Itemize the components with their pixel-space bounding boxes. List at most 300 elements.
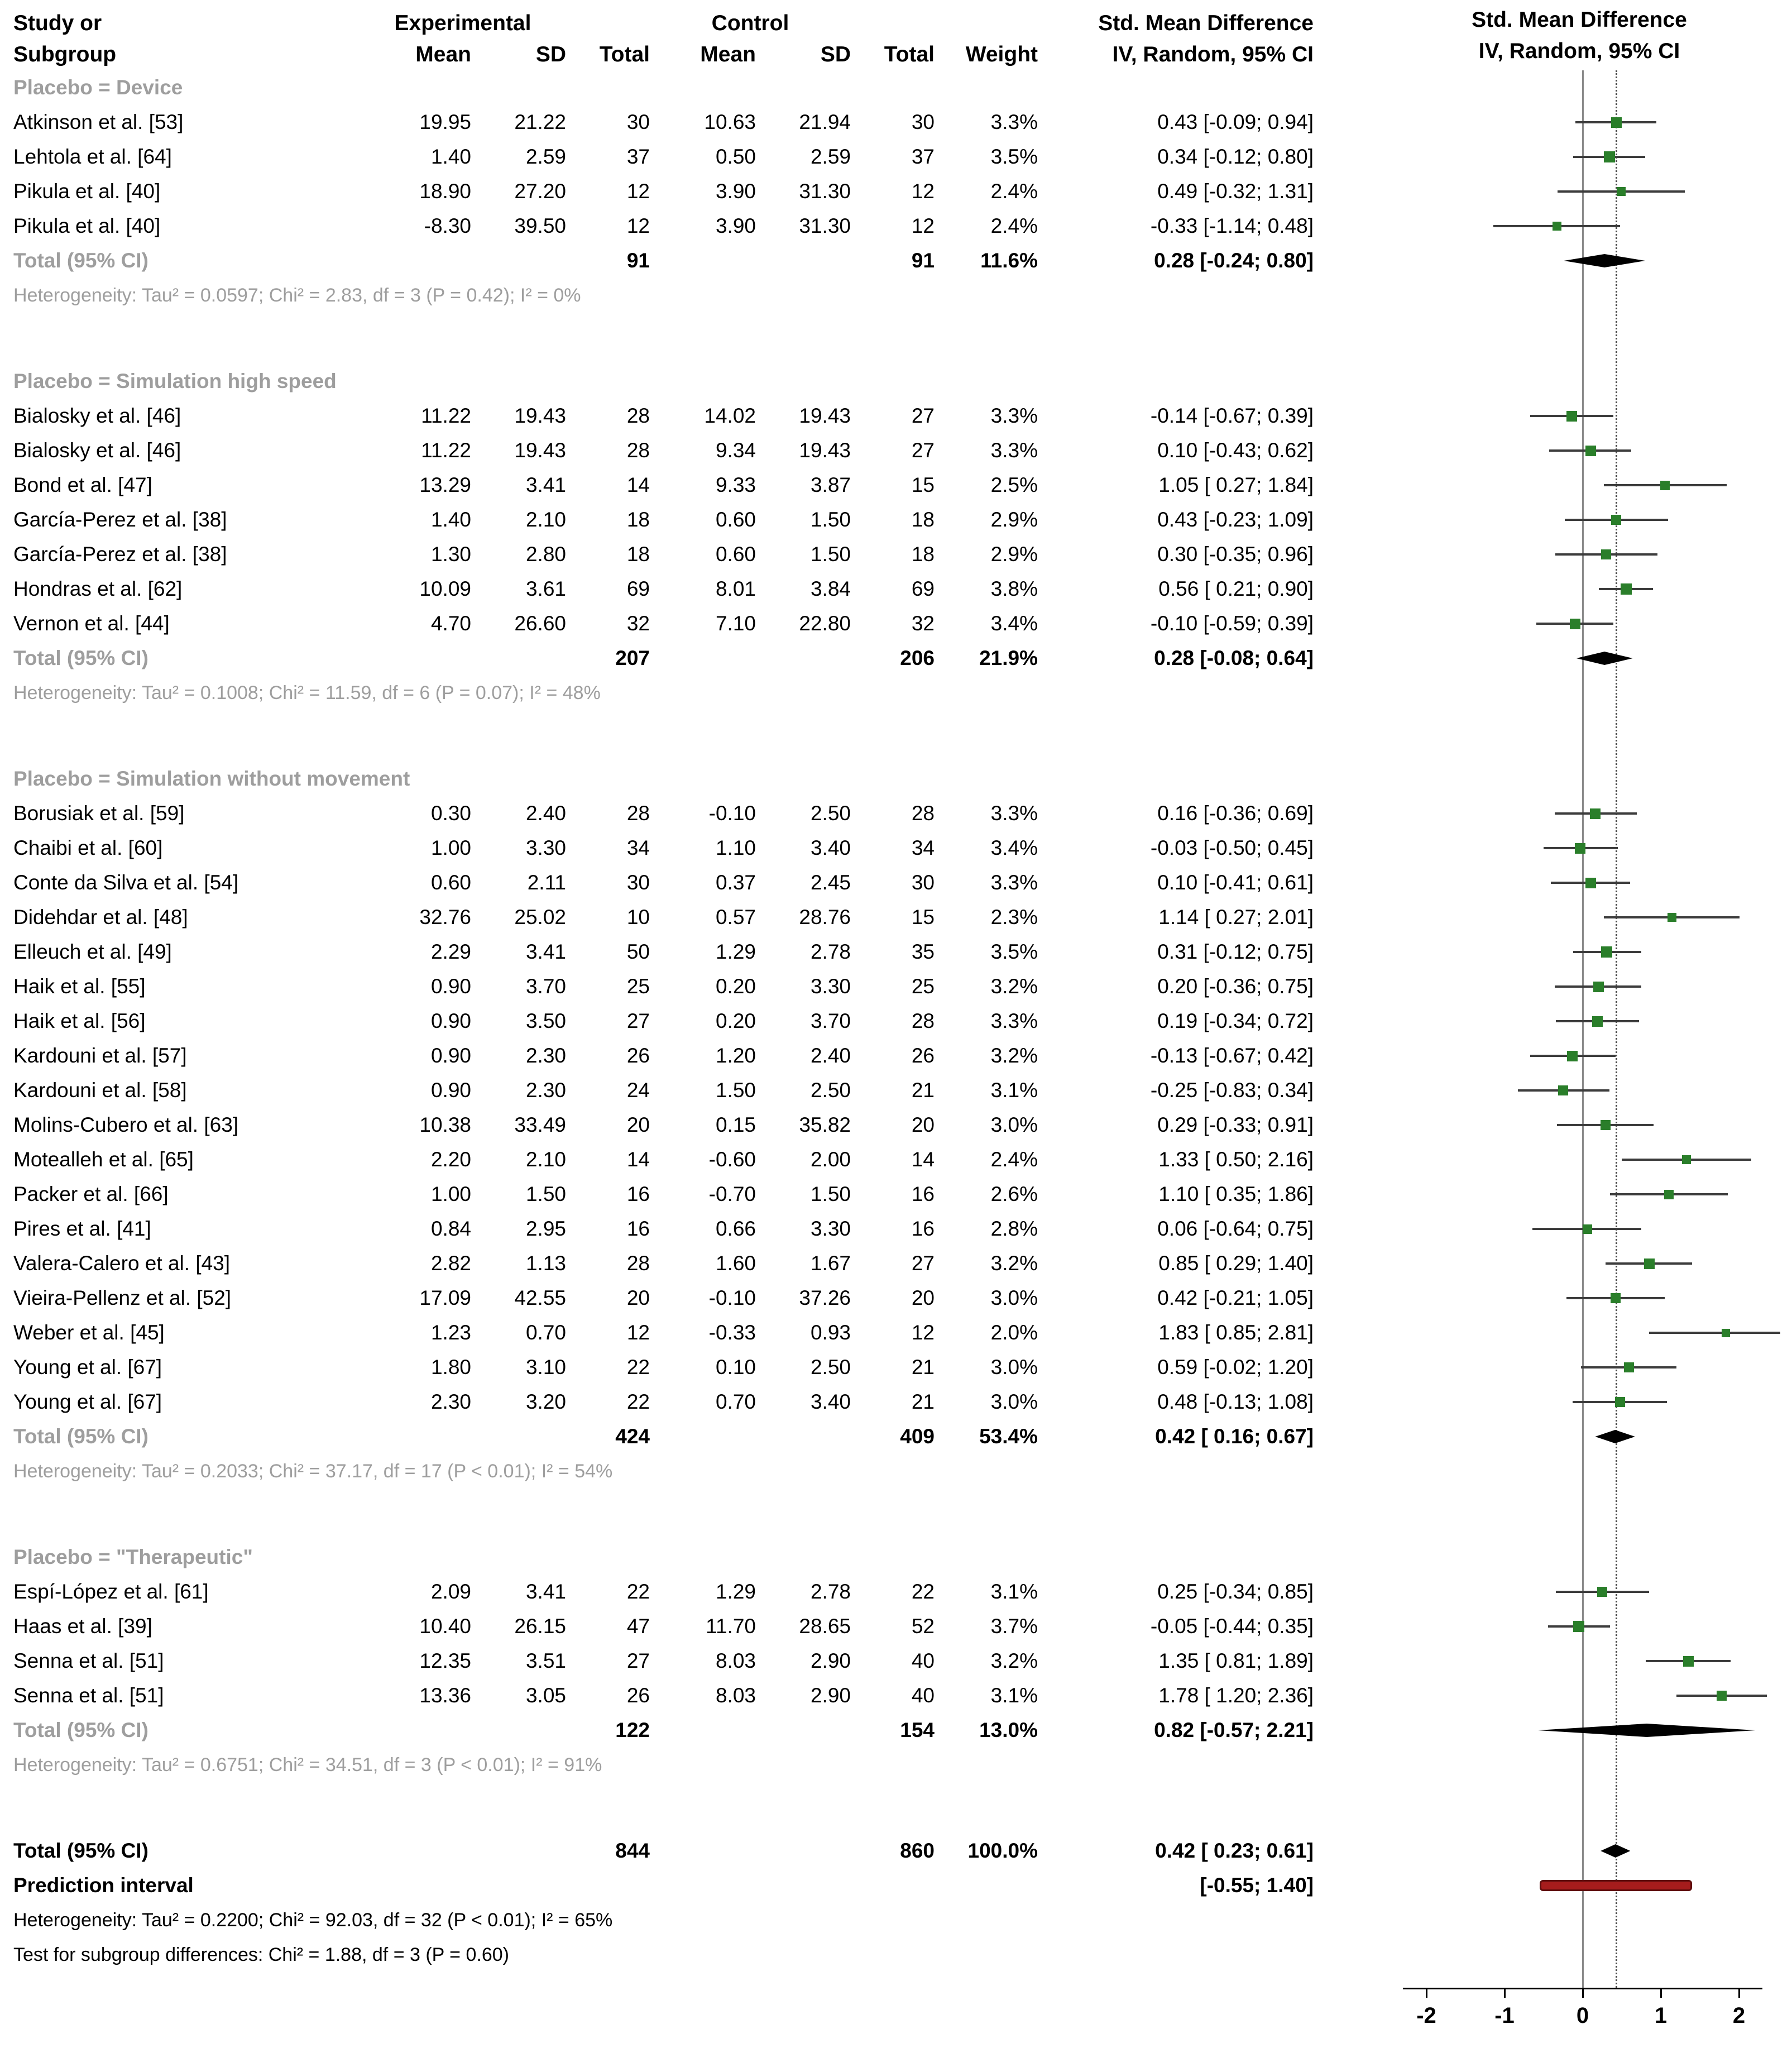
smd-ci-text: 0.34 [-0.12; 0.80] [1157,145,1314,168]
sd-experimental: 39.50 [514,214,566,237]
effect-square [1593,982,1604,992]
weight: 3.8% [990,577,1038,600]
smd-ci-text: 0.28 [-0.08; 0.64] [1154,647,1314,669]
header-experimental: Experimental [394,11,531,35]
study-label: Bond et al. [47] [13,473,152,496]
effect-square [1575,843,1585,854]
sd-control: 2.78 [810,1580,851,1603]
plot-cell [1378,503,1780,537]
sd-control: 3.30 [810,1217,851,1240]
ci-line [1649,1332,1780,1334]
plot-cell [1378,1713,1780,1748]
weight: 3.2% [990,975,1038,998]
n-control: 18 [911,543,935,566]
smd-ci-text: 0.43 [-0.23; 1.09] [1157,508,1314,531]
study-label: Young et al. [67] [13,1390,162,1413]
mean-control: -0.10 [708,1286,756,1309]
n-control: 22 [911,1580,935,1603]
effect-square [1553,222,1561,231]
plot-cell [1378,433,1780,468]
weight: 3.2% [990,1044,1038,1067]
sd-control: 2.50 [810,1356,851,1379]
n-experimental: 22 [626,1580,650,1603]
mean-control: 1.29 [715,940,756,963]
heterogeneity-note-text: Heterogeneity: Tau² = 0.1008; Chi² = 11.59, df = 6 (P = 0.07); I² = 48% [13,682,601,704]
sd-experimental: 3.70 [525,975,566,998]
n-control: 16 [911,1183,935,1205]
study-row [13,935,1792,969]
study-row [13,140,1792,174]
smd-ci-text: 0.49 [-0.32; 1.31] [1157,180,1314,203]
n-experimental: 207 [615,647,650,669]
plot-cell [1378,243,1780,278]
n-experimental: 14 [626,1148,650,1171]
plot-cell [1378,105,1780,140]
n-control: 69 [911,577,935,600]
plot-cell [1378,1004,1780,1039]
n-experimental: 26 [626,1684,650,1707]
study-label: García-Perez et al. [38] [13,543,227,566]
sd-experimental: 19.43 [514,439,566,462]
sd-experimental: 1.50 [525,1183,566,1205]
total-label: Total (95% CI) [13,1719,148,1741]
plot-cell [1378,1281,1780,1315]
mean-control: 8.03 [715,1649,756,1672]
smd-ci-text: 0.10 [-0.41; 0.61] [1157,871,1314,894]
mean-control: 8.03 [715,1684,756,1707]
header-study-line1: Study or [13,11,102,35]
mean-experimental: -8.30 [424,214,471,237]
effect-square [1683,1656,1694,1667]
subgroup-test-note-text: Test for subgroup differences: Chi² = 1.88, df = 3 (P = 0.60) [13,1944,509,1965]
plot-cell [1378,1385,1780,1419]
sd-control: 21.94 [799,111,851,133]
sd-control: 35.82 [799,1113,851,1136]
effect-square [1597,1587,1607,1597]
prediction-label: Prediction interval [13,1874,194,1897]
effect-square [1621,583,1632,595]
plot-cell [1378,364,1780,399]
n-control: 12 [911,214,935,237]
mean-control: 1.10 [715,836,756,859]
mean-control: 0.20 [715,1009,756,1032]
spacer-row [13,313,1792,364]
x-axis-tick-label: -1 [1494,2003,1515,2028]
plot-cell [1378,572,1780,606]
n-control: 154 [900,1719,935,1741]
prediction-interval-row [13,1868,1792,1903]
header-control: Control [711,11,789,35]
sd-experimental: 26.60 [514,612,566,635]
header-study-line2: Subgroup [13,42,117,66]
weight: 2.5% [990,473,1038,496]
smd-ci-text: 0.48 [-0.13; 1.08] [1157,1390,1314,1413]
heterogeneity-note-text: Heterogeneity: Tau² = 0.0597; Chi² = 2.83, df = 3 (P = 0.42); I² = 0% [13,284,581,306]
effect-square [1604,151,1615,162]
mean-control: -0.10 [708,802,756,825]
weight: 3.3% [990,1009,1038,1032]
weight: 2.4% [990,1148,1038,1171]
mean-experimental: 0.90 [430,975,471,998]
mean-experimental: 0.90 [430,1044,471,1067]
table-header [13,8,1792,70]
effect-square [1573,1621,1584,1632]
n-control: 27 [911,439,935,462]
n-control: 91 [911,249,935,272]
weight: 3.1% [990,1580,1038,1603]
study-row [13,1004,1792,1039]
plot-cell [1378,865,1780,900]
study-label: Pikula et al. [40] [13,180,161,203]
n-control: 27 [911,1252,935,1275]
total-label: Total (95% CI) [13,249,148,272]
effect-square [1644,1259,1655,1269]
subgroup-header [13,364,1792,399]
plot-cell [1378,831,1780,865]
sd-experimental: 3.41 [525,1580,566,1603]
subgroup-test-note [13,1937,1792,1972]
effect-square [1722,1329,1730,1337]
overall-total-row [13,1834,1792,1868]
plot-cell [1378,1039,1780,1073]
n-control: 21 [911,1079,935,1102]
sd-control: 1.50 [810,543,851,566]
heterogeneity-note [13,1454,1792,1489]
mean-control: 3.90 [715,214,756,237]
sd-experimental: 3.41 [525,473,566,496]
plot-cell [1378,278,1780,313]
n-control: 409 [900,1425,935,1448]
effect-square [1611,117,1622,128]
effect-square [1668,913,1676,922]
n-control: 26 [911,1044,935,1067]
sd-experimental: 2.40 [525,802,566,825]
spacer-row [13,1782,1792,1834]
mean-control: -0.33 [708,1321,756,1344]
n-control: 34 [911,836,935,859]
n-control: 16 [911,1217,935,1240]
study-label: Bialosky et al. [46] [13,404,181,427]
effect-square [1664,1190,1674,1199]
mean-experimental: 0.90 [430,1079,471,1102]
effect-square [1717,1691,1727,1701]
weight: 3.4% [990,836,1038,859]
study-label: Motealleh et al. [65] [13,1148,194,1171]
smd-ci-text: 0.56 [ 0.21; 0.90] [1158,577,1314,600]
study-row [13,537,1792,572]
n-experimental: 28 [626,1252,650,1275]
mean-control: 0.70 [715,1390,756,1413]
effect-square [1590,808,1601,819]
n-experimental: 25 [626,975,650,998]
study-label: Pikula et al. [40] [13,214,161,237]
n-control: 12 [911,1321,935,1344]
mean-experimental: 1.30 [430,543,471,566]
weight: 3.2% [990,1252,1038,1275]
sd-control: 3.87 [810,473,851,496]
sd-control: 3.40 [810,1390,851,1413]
weight: 100.0% [967,1839,1038,1862]
mean-control: 9.34 [715,439,756,462]
mean-experimental: 2.30 [430,1390,471,1413]
x-axis-tick-label: 1 [1654,2003,1668,2028]
weight: 2.4% [990,214,1038,237]
smd-ci-text: -0.10 [-0.59; 0.39] [1150,612,1314,635]
mean-experimental: 2.20 [430,1148,471,1171]
weight: 2.4% [990,180,1038,203]
weight: 3.3% [990,404,1038,427]
weight: 3.0% [990,1356,1038,1379]
study-label: García-Perez et al. [38] [13,508,227,531]
study-label: Lehtola et al. [64] [13,145,172,168]
overall-heterogeneity-note [13,1903,1792,1937]
sd-experimental: 2.10 [525,1148,566,1171]
study-row [13,105,1792,140]
mean-control: 3.90 [715,180,756,203]
weight: 3.3% [990,439,1038,462]
n-experimental: 28 [626,802,650,825]
sd-experimental: 3.51 [525,1649,566,1672]
n-experimental: 20 [626,1286,650,1309]
weight: 2.9% [990,508,1038,531]
sd-experimental: 27.20 [514,180,566,203]
effect-square [1601,946,1612,958]
n-control: 27 [911,404,935,427]
sd-control: 19.43 [799,404,851,427]
n-experimental: 20 [626,1113,650,1136]
n-control: 40 [911,1684,935,1707]
mean-experimental: 0.84 [430,1217,471,1240]
n-experimental: 22 [626,1390,650,1413]
sd-experimental: 3.20 [525,1390,566,1413]
mean-control: 1.29 [715,1580,756,1603]
study-label: Chaibi et al. [60] [13,836,163,859]
smd-ci-text: 0.25 [-0.34; 0.85] [1157,1580,1314,1603]
sd-control: 2.90 [810,1649,851,1672]
mean-control: 0.66 [715,1217,756,1240]
smd-ci-text: 1.05 [ 0.27; 1.84] [1158,473,1314,496]
study-label: Conte da Silva et al. [54] [13,871,239,894]
header-row-1 [13,8,1792,39]
plot-header-smd-sub: IV, Random, 95% CI [1478,39,1680,63]
study-label: Senna et al. [51] [13,1649,164,1672]
effect-square [1611,1293,1621,1303]
sd-control: 2.00 [810,1148,851,1171]
effect-square [1558,1085,1568,1095]
plot-cell [1378,399,1780,433]
prediction-interval-bar [1540,1880,1692,1891]
n-control: 21 [911,1356,935,1379]
mean-control: 1.20 [715,1044,756,1067]
study-label: Packer et al. [66] [13,1183,169,1205]
weight: 2.9% [990,543,1038,566]
mean-control: 0.60 [715,508,756,531]
sd-control: 19.43 [799,439,851,462]
weight: 3.4% [990,612,1038,635]
n-experimental: 12 [626,1321,650,1344]
study-label: Valera-Calero et al. [43] [13,1252,231,1275]
smd-ci-text: -0.03 [-0.50; 0.45] [1150,836,1314,859]
plot-cell [1378,1868,1780,1903]
weight: 3.1% [990,1684,1038,1707]
smd-ci-text: 0.19 [-0.34; 0.72] [1157,1009,1314,1032]
total-diamond [1538,1724,1755,1737]
total-diamond [1601,1844,1630,1858]
study-row [13,1385,1792,1419]
study-row [13,1609,1792,1644]
mean-experimental: 10.40 [419,1615,471,1638]
weight: 3.5% [990,940,1038,963]
study-row [13,1281,1792,1315]
sd-experimental: 25.02 [514,906,566,929]
smd-ci-text: 0.42 [ 0.16; 0.67] [1155,1425,1314,1448]
sd-experimental: 2.80 [525,543,566,566]
smd-ci-text: 0.28 [-0.24; 0.80] [1154,249,1314,272]
n-experimental: 12 [626,214,650,237]
effect-square [1601,1120,1611,1130]
n-experimental: 91 [626,249,650,272]
mean-experimental: 2.82 [430,1252,471,1275]
study-row [13,433,1792,468]
n-control: 35 [911,940,935,963]
subgroup-total-row [13,243,1792,278]
weight: 3.3% [990,111,1038,133]
mean-control: 0.20 [715,975,756,998]
mean-experimental: 32.76 [419,906,471,929]
sd-experimental: 3.50 [525,1009,566,1032]
plot-cell [1378,1937,1780,1972]
sd-experimental: 1.13 [525,1252,566,1275]
study-row [13,1678,1792,1713]
n-control: 32 [911,612,935,635]
header-mean-experimental: Mean [415,42,471,66]
n-experimental: 12 [626,180,650,203]
sd-control: 1.67 [810,1252,851,1275]
plot-cell [1378,1748,1780,1782]
plot-cell [1378,900,1780,935]
sd-control: 1.50 [810,1183,851,1205]
n-control: 18 [911,508,935,531]
sd-experimental: 2.30 [525,1079,566,1102]
weight: 53.4% [979,1425,1038,1448]
mean-control: 1.60 [715,1252,756,1275]
study-row [13,1575,1792,1609]
sd-control: 2.50 [810,802,851,825]
study-row [13,969,1792,1004]
sd-control: 3.70 [810,1009,851,1032]
header-total-control: Total [884,42,935,66]
weight: 3.0% [990,1390,1038,1413]
mean-experimental: 1.80 [430,1356,471,1379]
n-control: 21 [911,1390,935,1413]
x-axis-tick [1426,1988,1427,1998]
mean-control: 8.01 [715,577,756,600]
smd-ci-text: 0.20 [-0.36; 0.75] [1157,975,1314,998]
sd-experimental: 19.43 [514,404,566,427]
sd-control: 22.80 [799,612,851,635]
x-axis-tick [1504,1988,1506,1998]
sd-experimental: 2.10 [525,508,566,531]
sd-control: 37.26 [799,1286,851,1309]
weight: 2.6% [990,1183,1038,1205]
study-row [13,572,1792,606]
plot-cell [1378,140,1780,174]
study-label: Vieira-Pellenz et al. [52] [13,1286,232,1309]
mean-control: 0.60 [715,543,756,566]
study-label: Elleuch et al. [49] [13,940,172,963]
study-label: Hondras et al. [62] [13,577,183,600]
weight: 2.8% [990,1217,1038,1240]
header-total-experimental: Total [599,42,650,66]
heterogeneity-note-text: Heterogeneity: Tau² = 0.6751; Chi² = 34.51, df = 3 (P < 0.01); I² = 91% [13,1754,602,1776]
sd-control: 2.59 [810,145,851,168]
effect-square [1583,1224,1592,1234]
n-experimental: 47 [626,1615,650,1638]
n-control: 860 [900,1839,935,1862]
study-label: Espí-López et al. [61] [13,1580,209,1603]
effect-square [1611,515,1621,525]
subgroup-total-row [13,1713,1792,1748]
header-sd-experimental: SD [535,42,566,66]
n-control: 28 [911,802,935,825]
mean-experimental: 11.22 [421,404,471,427]
x-axis-tick [1738,1988,1740,1998]
plot-cell [1378,537,1780,572]
plot-cell [1378,606,1780,641]
study-row [13,1142,1792,1177]
study-row [13,1108,1792,1142]
sd-experimental: 21.22 [514,111,566,133]
smd-ci-text: [-0.55; 1.40] [1200,1874,1314,1897]
n-experimental: 27 [626,1009,650,1032]
heterogeneity-note-text: Heterogeneity: Tau² = 0.2033; Chi² = 37.17, df = 17 (P < 0.01); I² = 54% [13,1460,613,1482]
smd-ci-text: 0.10 [-0.43; 0.62] [1157,439,1314,462]
weight: 2.3% [990,906,1038,929]
n-control: 25 [911,975,935,998]
n-experimental: 32 [626,612,650,635]
n-experimental: 50 [626,940,650,963]
study-row [13,399,1792,433]
total-diamond [1595,1430,1635,1443]
smd-ci-text: 0.29 [-0.33; 0.91] [1157,1113,1314,1136]
mean-experimental: 13.29 [419,473,471,496]
study-label: Pires et al. [41] [13,1217,151,1240]
effect-square [1660,481,1670,490]
mean-experimental: 11.22 [421,439,471,462]
n-experimental: 30 [626,111,650,133]
n-control: 37 [911,145,935,168]
mean-control: 0.57 [715,906,756,929]
plot-cell [1378,1177,1780,1212]
weight: 3.0% [990,1113,1038,1136]
sd-experimental: 0.70 [525,1321,566,1344]
plot-cell [1378,1073,1780,1108]
n-experimental: 28 [626,439,650,462]
n-control: 30 [911,111,935,133]
study-row [13,174,1792,209]
study-row [13,796,1792,831]
study-row [13,606,1792,641]
sd-control: 2.78 [810,940,851,963]
mean-experimental: 0.30 [430,802,471,825]
plot-cell [1378,1575,1780,1609]
study-label: Kardouni et al. [57] [13,1044,187,1067]
weight: 21.9% [979,647,1038,669]
sd-experimental: 3.41 [525,940,566,963]
mean-experimental: 1.40 [430,508,471,531]
weight: 3.0% [990,1286,1038,1309]
plot-cell [1378,209,1780,243]
